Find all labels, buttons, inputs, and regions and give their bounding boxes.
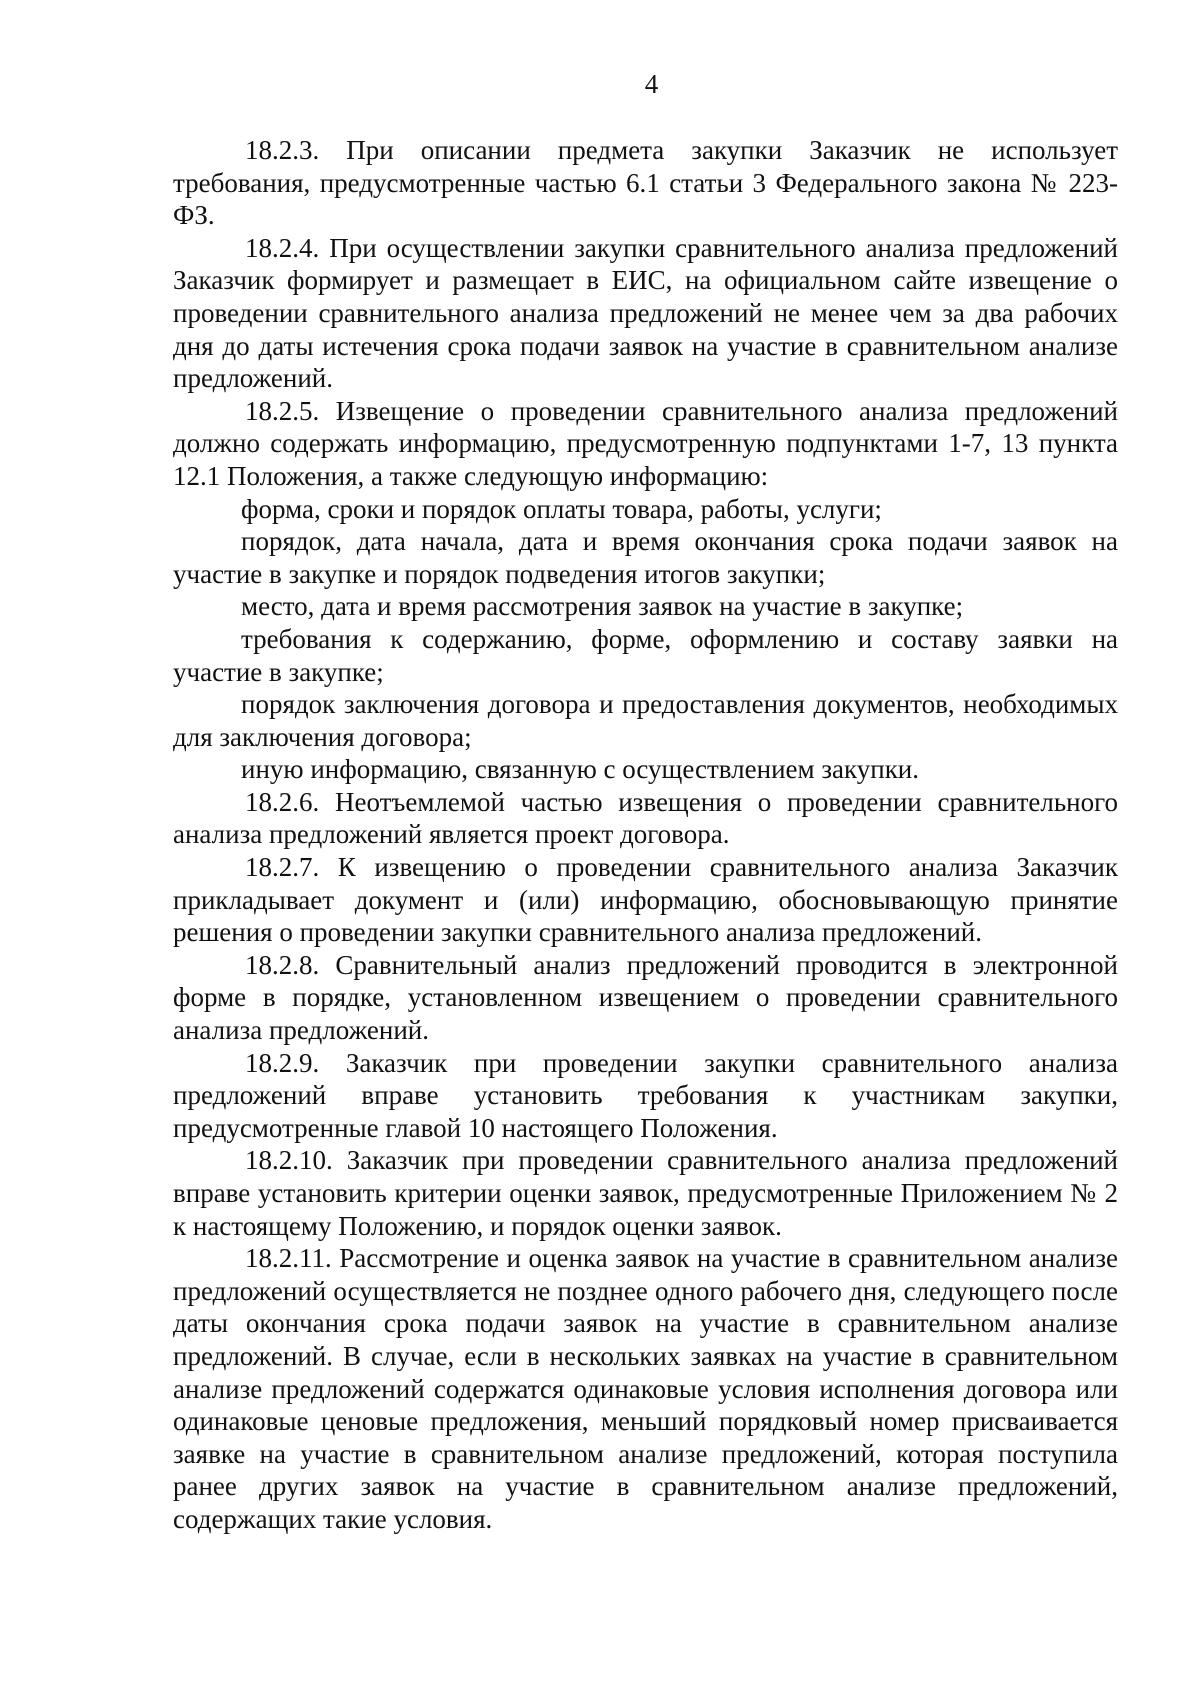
paragraph-18-2-8: 18.2.8. Сравнительный анализ предложений проводится в электронной форме в порядке, установленном извещением о проведении сравнительного анализа предложений. <box>173 949 1118 1046</box>
list-item-payment-terms: форма, сроки и порядок оплаты товара, работы, услуги; <box>241 493 882 524</box>
paragraph-18-2-6: 18.2.6. Неотъемлемой частью извещения о проведении сравнительного анализа предложений является проект договора. <box>173 786 1118 850</box>
paragraph-18-2-9: 18.2.9. Заказчик при проведении закупки сравнительного анализа предложений вправе установить требования к участникам закупки, предусмотренные главой 10 настоящего Положения. <box>173 1047 1118 1143</box>
list-item-application-requirements: требования к содержанию, форме, оформлению и составу заявки на участие в закупке; <box>173 623 1118 687</box>
paragraph-18-2-7: 18.2.7. К извещению о проведении сравнительного анализа Заказчик прикладывает документ и (или) информацию, обосновывающую принятие решения о проведении закупки сравнительного анализа предложений. <box>173 852 1118 948</box>
list-item-other-information: иную информацию, связанную с осуществлением закупки. <box>241 754 920 785</box>
paragraph-18-2-3: 18.2.3. При описании предмета закупки Заказчик не использует требования, предусмотренные частью 6.1 статьи 3 Федерального закона № 223-ФЗ. <box>173 135 1118 231</box>
paragraph-18-2-11: 18.2.11. Рассмотрение и оценка заявок на участие в сравнительном анализе предложений осуществляется не позднее одного рабочего дня, следующего после даты окончания срока подачи заявок на участие в сравнительном анализе предложений. В случае, если в нескольких заявках на участие в сравнительном анализе предложений содержатся одинаковые условия исполнения договора или одинаковые ценовые предложения, меньший порядковый номер присваивается заявке на участие в сравнительном анализе предложений, которая поступила ранее других заявок на участие в сравнительном анализе предложений, содержащих такие условия. <box>173 1243 1118 1534</box>
list-item-review-place-time: место, дата и время рассмотрения заявок на участие в закупке; <box>241 591 964 622</box>
list-item-submission-procedure: порядок, дата начала, дата и время окончания срока подачи заявок на участие в закупке и порядок подведения итогов закупки; <box>173 526 1118 589</box>
paragraph-18-2-4: 18.2.4. При осуществлении закупки сравнительного анализа предложений Заказчик формирует и размещает в ЕИС, на официальном сайте извещение о проведении сравнительного анализа предложений не менее чем за два рабочих дня до даты истечения срока подачи заявок на участие в сравнительном анализе предложений. <box>173 232 1118 394</box>
page-number: 4 <box>644 69 659 99</box>
paragraph-18-2-5: 18.2.5. Извещение о проведении сравнительного анализа предложений должно содержать информацию, предусмотренную подпунктами 1-7, 13 пункта 12.1 Положения, а также следующую информацию: <box>173 395 1118 491</box>
paragraph-18-2-10: 18.2.10. Заказчик при проведении сравнительного анализа предложений вправе установить критерии оценки заявок, предусмотренные Приложением № 2 к настоящему Положению, и порядок оценки заявок. <box>173 1145 1118 1241</box>
list-item-contract-procedure: порядок заключения договора и предоставления документов, необходимых для заключения договора; <box>173 689 1118 752</box>
